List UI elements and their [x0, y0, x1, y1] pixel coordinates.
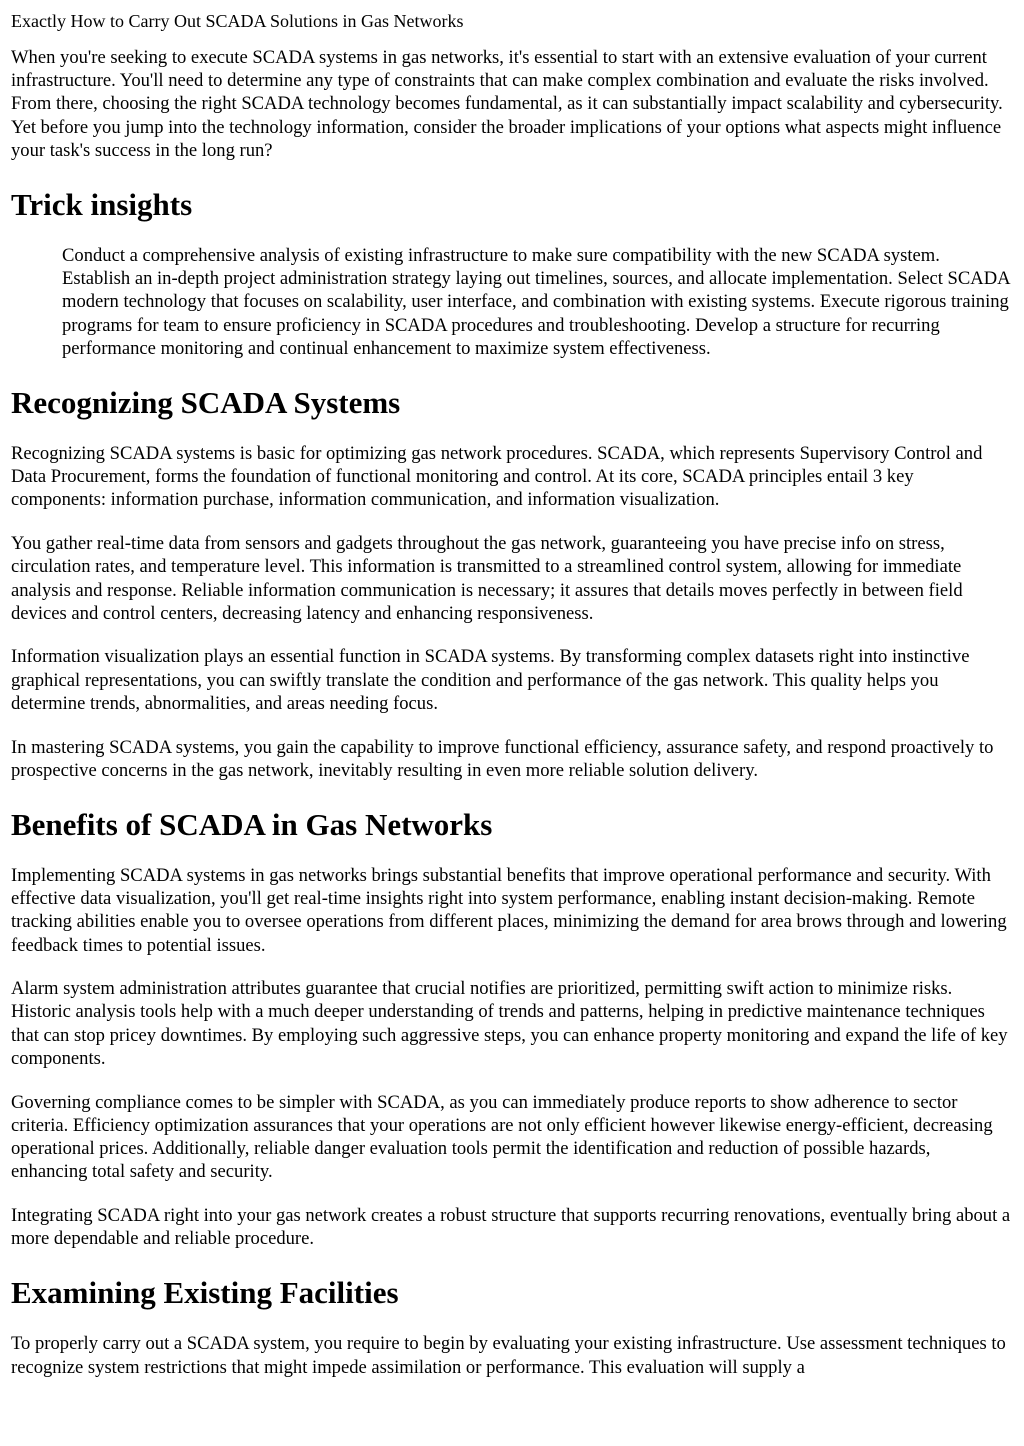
key-insights-quote: Conduct a comprehensive analysis of existing infrastructure to make sure compatibility with the new SCADA system. Establish an in-depth project administration strategy laying out timelines, sources, and allocate implementation. Select SCADA modern technology that focuses on scalability, user interface, and combination with existing systems. Execute rigorous training programs for team to ensure proficiency in SCADA procedures and troubleshooting. Develop a structure for recurring performance monitoring and continual enhancement to maximize system effectiveness. — [62, 245, 1010, 359]
section-heading-benefits: Benefits of SCADA in Gas Networks — [11, 806, 493, 842]
section-heading-recognizing-scada: Recognizing SCADA Systems — [11, 385, 401, 421]
section-heading-examining-facilities: Examining Existing Facilities — [11, 1275, 399, 1311]
paragraph: Recognizing SCADA systems is basic for optimizing gas network procedures. SCADA, which represents Supervisory Control and Data Procurement, forms the foundation of functional monitoring and control. At its core, SCADA principles entail 3 key components: information purchase, information communication, and information visualization. — [11, 443, 983, 511]
document-title: Exactly How to Carry Out SCADA Solutions in Gas Networks — [11, 11, 464, 31]
paragraph: Alarm system administration attributes guarantee that crucial notifies are prioritized, permitting swift action to minimize risks. Historic analysis tools help with a much deeper understanding of trends and patterns, helping in predictive maintenance techniques that can stop pricey downtimes. By employing such aggressive steps, you can enhance property monitoring and expand the life of key components. — [11, 978, 1008, 1069]
document-page — [11, 10, 1011, 1399]
section-heading-key-insights: Trick insights — [11, 187, 193, 223]
paragraph: In mastering SCADA systems, you gain the capability to improve functional efficiency, assurance safety, and respond proactively to prospective concerns in the gas network, inevitably resulting in even more reliable solution delivery. — [11, 736, 994, 781]
paragraph: Governing compliance comes to be simpler with SCADA, as you can immediately produce reports to show adherence to sector criteria. Efficiency optimization assurances that your operations are not only efficient however likewise energy-efficient, decreasing operational prices. Additionally, reliable danger evaluation tools permit the identification and reduction of possible hazards, enhancing total safety and security. — [11, 1091, 993, 1183]
intro-paragraph: When you're seeking to execute SCADA systems in gas networks, it's essential to start with an extensive evaluation of your current infrastructure. You'll need to determine any type of constraints that can make complex combination and evaluate the risks involved. From there, choosing the right SCADA technology becomes fundamental, as it can substantially impact scalability and cybersecurity. Yet before you jump into the technology information, consider the broader implications of your options what aspects might influence your task's success in the long run? — [11, 47, 1003, 161]
paragraph: Information visualization plays an essential function in SCADA systems. By transforming complex datasets right into instinctive graphical representations, you can swiftly translate the condition and performance of the gas network. This quality helps you determine trends, abnormalities, and areas needing focus. — [11, 646, 970, 714]
paragraph: To properly carry out a SCADA system, you require to begin by evaluating your existing infrastructure. Use assessment techniques to recognize system restrictions that might impede assimilation or performance. This evaluation will supply a — [11, 1333, 1006, 1378]
paragraph: Implementing SCADA systems in gas networks brings substantial benefits that improve operational performance and security. With effective data visualization, you'll get real-time insights right into system performance, enabling instant decision-making. Remote tracking abilities enable you to oversee operations from different places, minimizing the demand for area brows through and lowering feedback times to potential issues. — [11, 864, 1007, 956]
paragraph: Integrating SCADA right into your gas network creates a robust structure that supports recurring renovations, eventually bring about a more dependable and reliable procedure. — [11, 1204, 1011, 1250]
paragraph: You gather real-time data from sensors and gadgets throughout the gas network, guaranteeing you have precise info on stress, circulation rates, and temperature level. This information is transmitted to a streamlined control system, allowing for immediate analysis and response. Reliable information communication is necessary; it assures that details moves perfectly in between field devices and control centers, decreasing latency and enhancing responsiveness. — [11, 533, 963, 624]
